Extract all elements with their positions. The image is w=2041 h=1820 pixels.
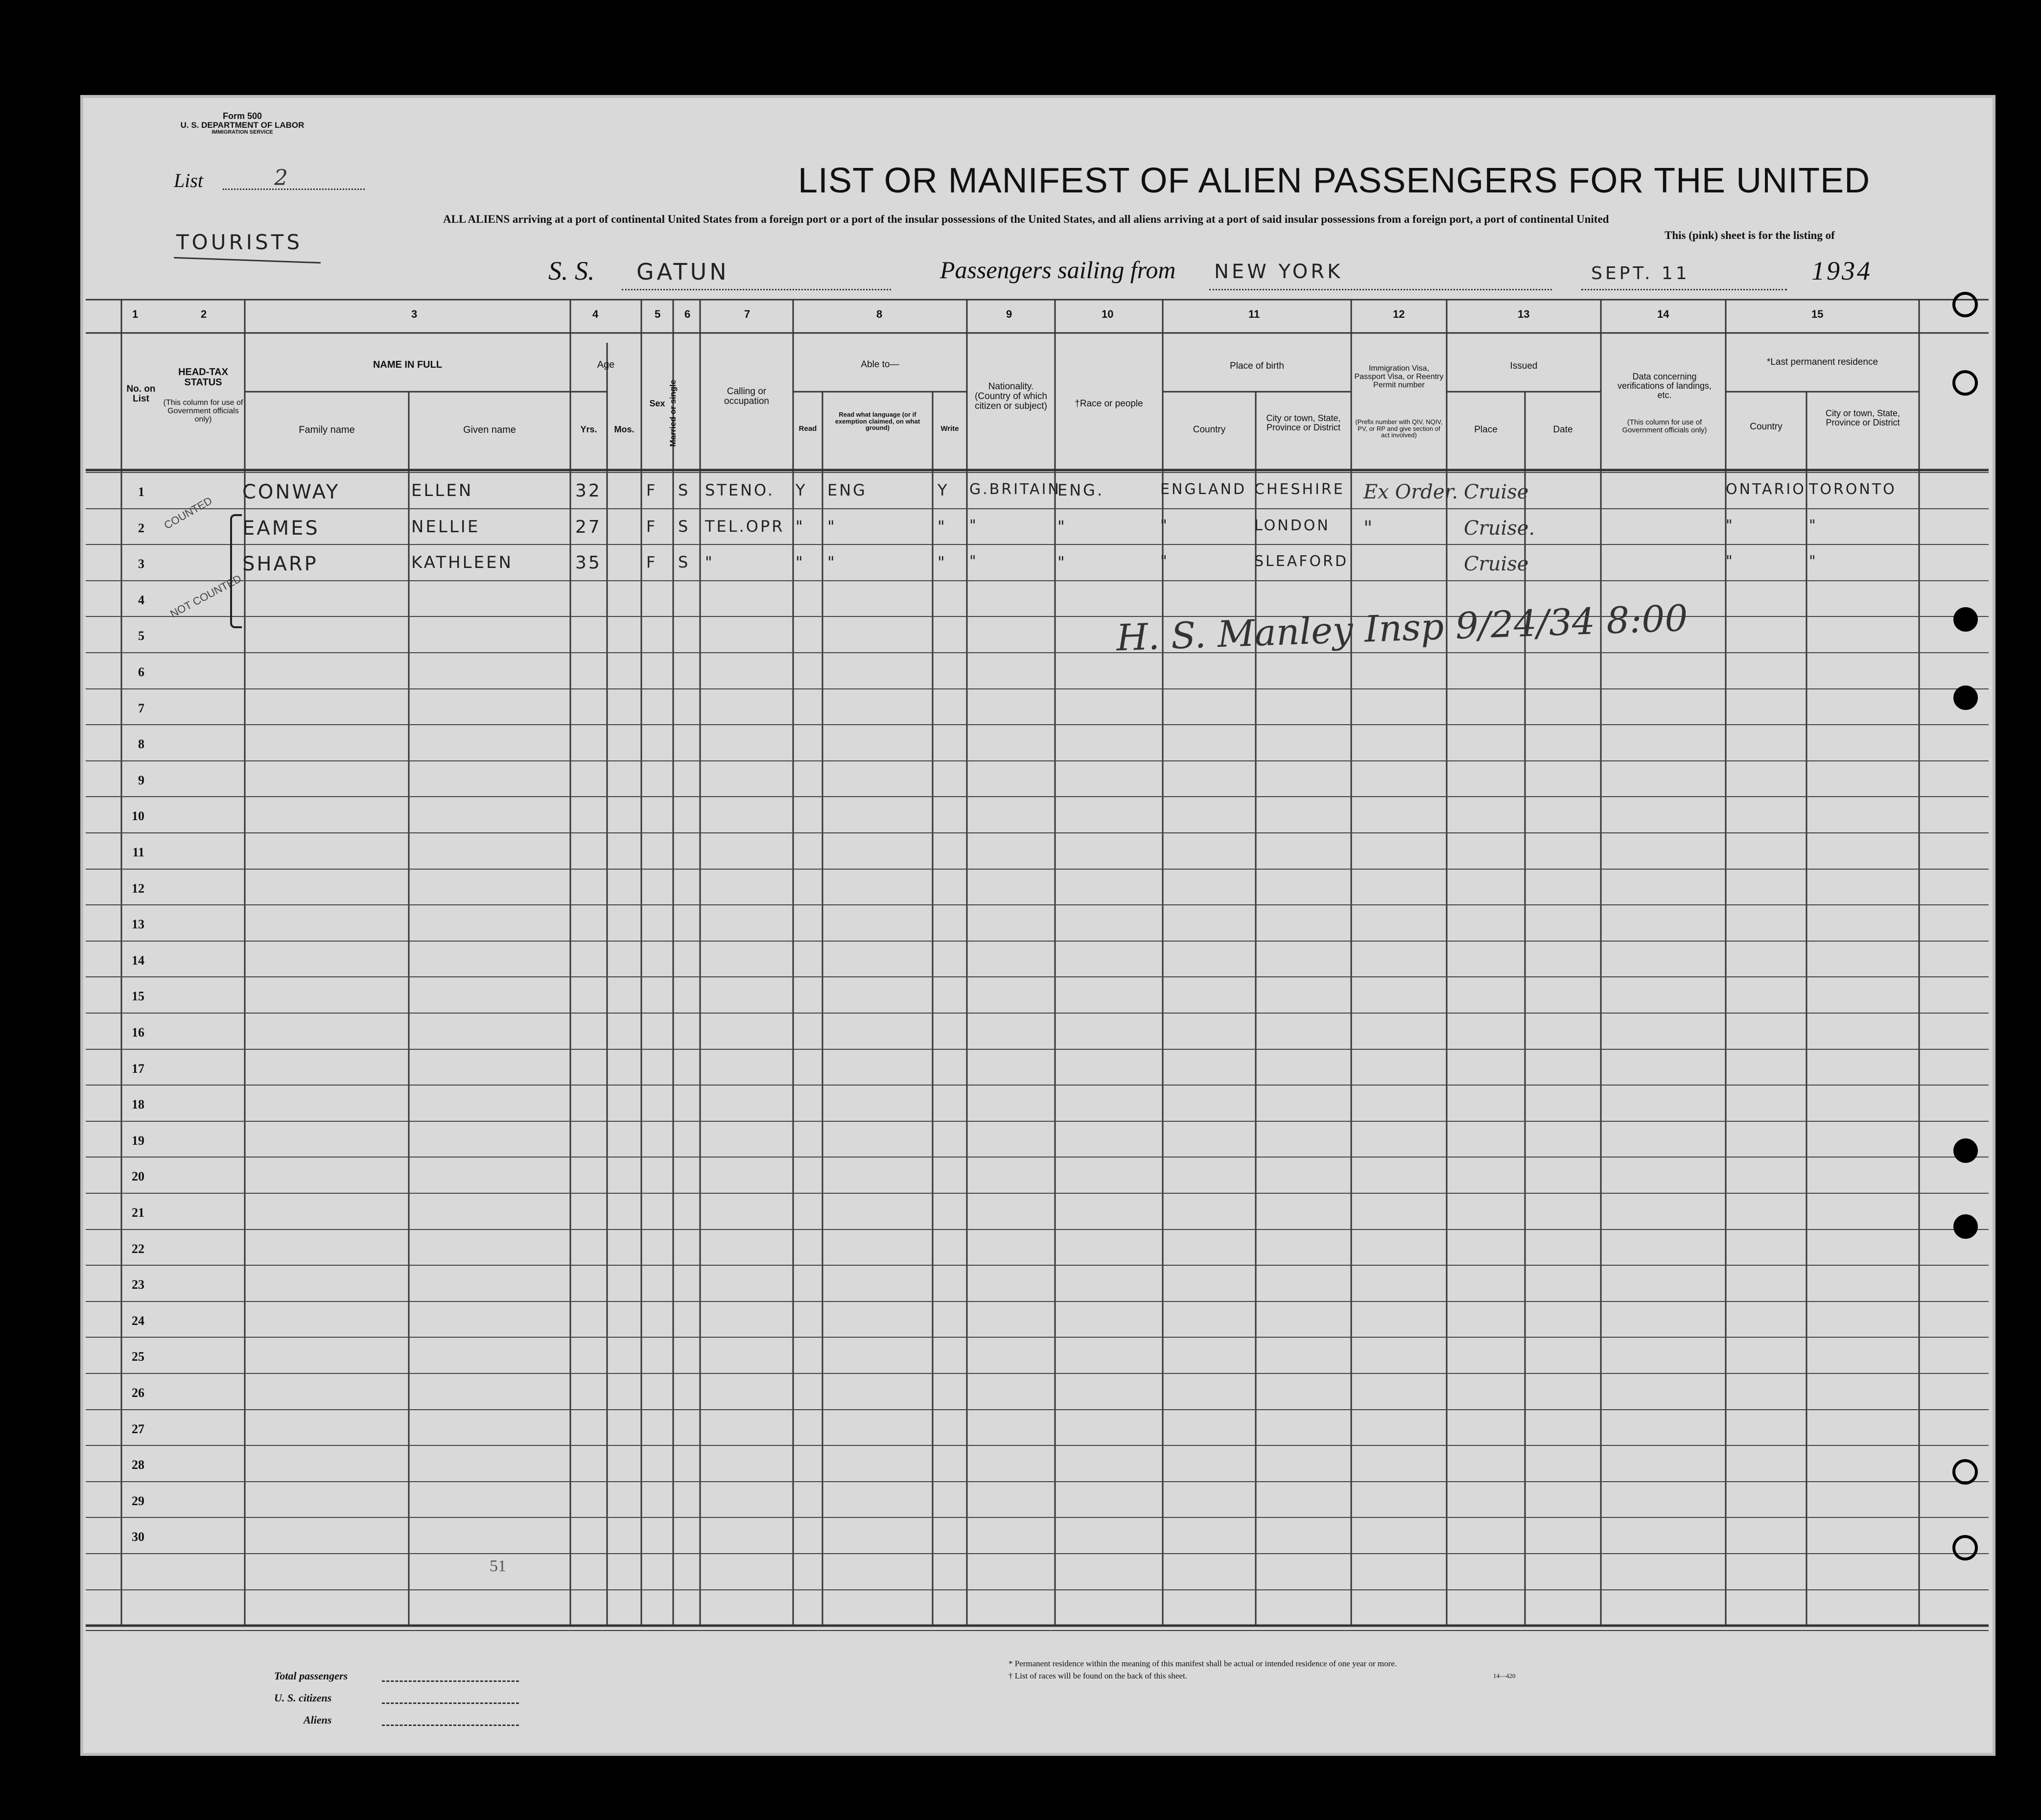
row-number: 25	[132, 1349, 144, 1364]
header-visa: Immigration Visa, Passport Visa, or Reentry Permit number	[1354, 364, 1444, 389]
header-issued-place: Place	[1474, 425, 1498, 435]
row-number: 12	[132, 881, 144, 896]
passenger-can-write: "	[938, 553, 947, 571]
department: U. S. DEPARTMENT OF LABOR	[180, 120, 305, 130]
binder-ring	[1952, 1459, 1978, 1485]
header-able-to: Able to—	[861, 359, 899, 370]
row-number: 24	[132, 1314, 144, 1328]
row-number: 18	[132, 1097, 144, 1111]
row-number: 26	[132, 1386, 144, 1400]
header-birth-country: Country	[1193, 425, 1226, 435]
bracket	[230, 514, 242, 628]
header-head-tax: HEAD-TAX STATUS	[178, 367, 228, 388]
manifest-subtitle: ALL ALIENS arriving at a port of continental United States from a foreign port or a port of the insular possessions of the United States, and all aliens arriving at a port of said insular possessions from a foreign port, a port of continental United	[443, 213, 1609, 225]
row-number: 11	[132, 845, 144, 859]
header-read: Read	[798, 425, 817, 433]
row-number: 5	[138, 629, 144, 643]
header-issued: Issued	[1510, 361, 1538, 371]
header-married: Married or single	[668, 379, 678, 447]
page-stamp: 51	[490, 1557, 506, 1575]
ship-name: GATUN	[636, 259, 729, 285]
footer-citizens-line	[382, 1702, 519, 1704]
passenger-visa: Ex Order.	[1363, 481, 1458, 503]
row-number: 13	[132, 917, 144, 931]
passenger-read-language: ENG	[827, 481, 867, 499]
col-num: 11	[1248, 308, 1260, 320]
header-head-tax-note: (This column for use of Government officials only)	[163, 399, 243, 424]
passenger-birth-country: "	[1160, 517, 1169, 534]
footer-aliens-label: Aliens	[304, 1714, 332, 1726]
header-yrs: Yrs.	[580, 425, 597, 434]
passenger-visa: "	[1363, 517, 1373, 540]
passenger-residence-country: ONTARIO	[1726, 481, 1806, 498]
footer-total-line	[382, 1680, 519, 1682]
passenger-sex: F	[646, 517, 657, 536]
footer-total-label: Total passengers	[274, 1670, 348, 1682]
passenger-occupation: TEL.OPR	[705, 517, 785, 536]
inspector-annotation: H. S. Manley Insp 9/24/34 8:00	[1115, 597, 1689, 660]
passenger-nationality: G.BRITAIN	[969, 481, 1061, 498]
row-number: 15	[132, 989, 144, 1003]
col-num: 3	[411, 308, 418, 320]
manifest-title: LIST OR MANIFEST OF ALIEN PASSENGERS FOR THE UNITED	[798, 161, 1871, 200]
header-given-name: Given name	[463, 425, 516, 435]
passenger-birth-city: CHESHIRE	[1254, 481, 1345, 498]
binder-hole	[1953, 685, 1978, 710]
passenger-given-name: ELLEN	[411, 481, 473, 500]
row-number: 8	[138, 737, 144, 751]
row-number: 20	[132, 1169, 144, 1183]
header-family-name: Family name	[299, 425, 355, 435]
list-number: 2	[274, 165, 288, 190]
row-number: 14	[132, 953, 144, 968]
passenger-marital-status: S	[678, 481, 690, 499]
passenger-race: "	[1057, 553, 1067, 571]
passenger-age-years: 27	[575, 517, 602, 537]
row-number: 21	[132, 1205, 144, 1220]
passenger-birth-city: SLEAFORD	[1254, 553, 1349, 570]
ship-prefix: S. S.	[548, 256, 595, 285]
passenger-race: ENG.	[1057, 481, 1104, 499]
row-number: 22	[132, 1242, 144, 1256]
col-num: 14	[1657, 308, 1669, 320]
passenger-residence-country: "	[1726, 517, 1735, 534]
footer-citizens-label: U. S. citizens	[274, 1692, 332, 1704]
col-num: 15	[1811, 308, 1824, 320]
row-number: 2	[138, 521, 144, 535]
passenger-given-name: NELLIE	[411, 517, 480, 537]
row-number: 19	[132, 1134, 144, 1148]
row-number: 27	[132, 1422, 144, 1436]
header-last-residence: *Last permanent residence	[1766, 357, 1878, 367]
passenger-issued-place: Cruise.	[1464, 517, 1535, 540]
header-calling: Calling or occupation	[724, 386, 769, 406]
header-place-of-birth: Place of birth	[1230, 361, 1284, 371]
col-num: 8	[876, 308, 883, 320]
passenger-residence-city: "	[1809, 553, 1818, 570]
passenger-marital-status: S	[678, 517, 690, 536]
departure-date: SEPT. 11	[1591, 263, 1690, 284]
passenger-birth-country: ENGLAND	[1160, 481, 1247, 498]
header-verifications: Data concerning verifications of landings, etc.	[1617, 372, 1712, 400]
row-number: 9	[138, 773, 144, 787]
passenger-birth-city: LONDON	[1254, 517, 1330, 534]
service: IMMIGRATION SERVICE	[211, 129, 273, 135]
header-no-on-list: No. on List	[126, 384, 156, 404]
row-number: 6	[138, 665, 144, 679]
binder-hole	[1953, 1138, 1978, 1163]
header-read-language: Read what language (or if exemption claimed, on what ground)	[835, 411, 920, 432]
header-write: Write	[940, 425, 959, 433]
passenger-issued-place: Cruise	[1464, 553, 1529, 575]
header-birth-city: City or town, State, Province or District	[1266, 413, 1341, 432]
passenger-can-read: Y	[796, 481, 807, 499]
header-race: †Race or people	[1075, 399, 1143, 409]
category-label: TOURISTS	[176, 230, 303, 254]
col-num: 5	[655, 308, 661, 320]
col-num: 10	[1102, 308, 1114, 320]
row-number: 1	[138, 485, 144, 499]
passenger-family-name: SHARP	[242, 553, 318, 575]
passenger-nationality: "	[969, 553, 978, 570]
departure-year: 1934	[1811, 256, 1872, 285]
binder-hole	[1953, 1214, 1978, 1239]
row-number: 7	[138, 701, 144, 715]
col-num: 2	[201, 308, 207, 320]
footer-aliens-line	[382, 1725, 519, 1726]
col-num: 9	[1006, 308, 1012, 320]
footer-code: 14—420	[1493, 1672, 1516, 1679]
passenger-can-write: Y	[938, 481, 949, 499]
col-num: 13	[1518, 308, 1530, 320]
passenger-residence-city: TORONTO	[1809, 481, 1897, 498]
binder-hole	[1953, 607, 1978, 632]
passenger-marital-status: S	[678, 553, 690, 571]
row-number: 23	[132, 1277, 144, 1292]
header-name-in-full: NAME IN FULL	[373, 359, 443, 370]
footer-note-residence: * Permanent residence within the meaning of this manifest shall be actual or intended residence of one year or more.	[1009, 1659, 1397, 1668]
passenger-sex: F	[646, 553, 657, 571]
manifest-subtitle-2: This (pink) sheet is for the listing of	[1665, 229, 1835, 241]
row-number: 10	[132, 809, 144, 823]
passenger-can-read: "	[796, 517, 805, 536]
sailing-label: Passengers sailing from	[940, 256, 1176, 284]
header-verifications-note: (This column for use of Government officials only)	[1622, 418, 1707, 434]
footer-note-races: † List of races will be found on the back of this sheet.	[1009, 1671, 1187, 1680]
passenger-birth-country: "	[1160, 553, 1169, 570]
header-visa-note: (Prefix number with QIV, NQIV, PV, or RP and give section of act involved)	[1355, 418, 1443, 439]
passenger-read-language: "	[827, 553, 837, 571]
passenger-race: "	[1057, 517, 1067, 536]
passenger-nationality: "	[969, 517, 978, 534]
header-res-city: City or town, State, Province or District	[1825, 408, 1900, 427]
header-issued-date: Date	[1553, 425, 1573, 435]
passenger-issued-place: Cruise	[1464, 481, 1529, 503]
passenger-occupation: "	[705, 553, 714, 571]
col-num: 4	[592, 308, 599, 320]
col-num: 6	[684, 308, 691, 320]
passenger-age-years: 32	[575, 481, 602, 501]
passenger-residence-city: "	[1809, 517, 1818, 534]
form-number: Form 500	[222, 111, 262, 121]
counted-stamp: COUNTED	[162, 494, 214, 532]
passenger-family-name: EAMES	[242, 517, 320, 540]
row-number: 16	[132, 1025, 144, 1040]
binder-ring	[1952, 292, 1978, 317]
row-number: 3	[138, 557, 144, 571]
binder-ring	[1952, 1535, 1978, 1560]
passenger-age-years: 35	[575, 553, 602, 573]
col-num: 7	[744, 308, 751, 320]
header-age: Age	[597, 359, 615, 370]
col-num: 12	[1393, 308, 1405, 320]
row-number: 30	[132, 1530, 144, 1544]
header-mos: Mos.	[614, 425, 634, 434]
passenger-residence-country: "	[1726, 553, 1735, 570]
passenger-family-name: CONWAY	[242, 481, 340, 503]
not-counted-stamp: NOT COUNTED	[168, 572, 244, 620]
passenger-sex: F	[646, 481, 657, 499]
header-sex: Sex	[649, 399, 665, 408]
passenger-occupation: STENO.	[705, 481, 775, 499]
col-num: 1	[132, 308, 139, 320]
list-label: List	[174, 169, 204, 191]
passenger-can-read: "	[796, 553, 805, 571]
row-number: 17	[132, 1062, 144, 1076]
row-number: 4	[138, 593, 144, 607]
row-number: 28	[132, 1458, 144, 1472]
header-res-country: Country	[1750, 422, 1783, 432]
row-number: 29	[132, 1494, 144, 1508]
passenger-read-language: "	[827, 517, 837, 536]
header-nationality: Nationality. (Country of which citizen or subject)	[975, 381, 1047, 411]
passenger-can-write: "	[938, 517, 947, 536]
passenger-given-name: KATHLEEN	[411, 553, 513, 572]
binder-ring	[1952, 370, 1978, 396]
departure-port: NEW YORK	[1214, 260, 1343, 283]
